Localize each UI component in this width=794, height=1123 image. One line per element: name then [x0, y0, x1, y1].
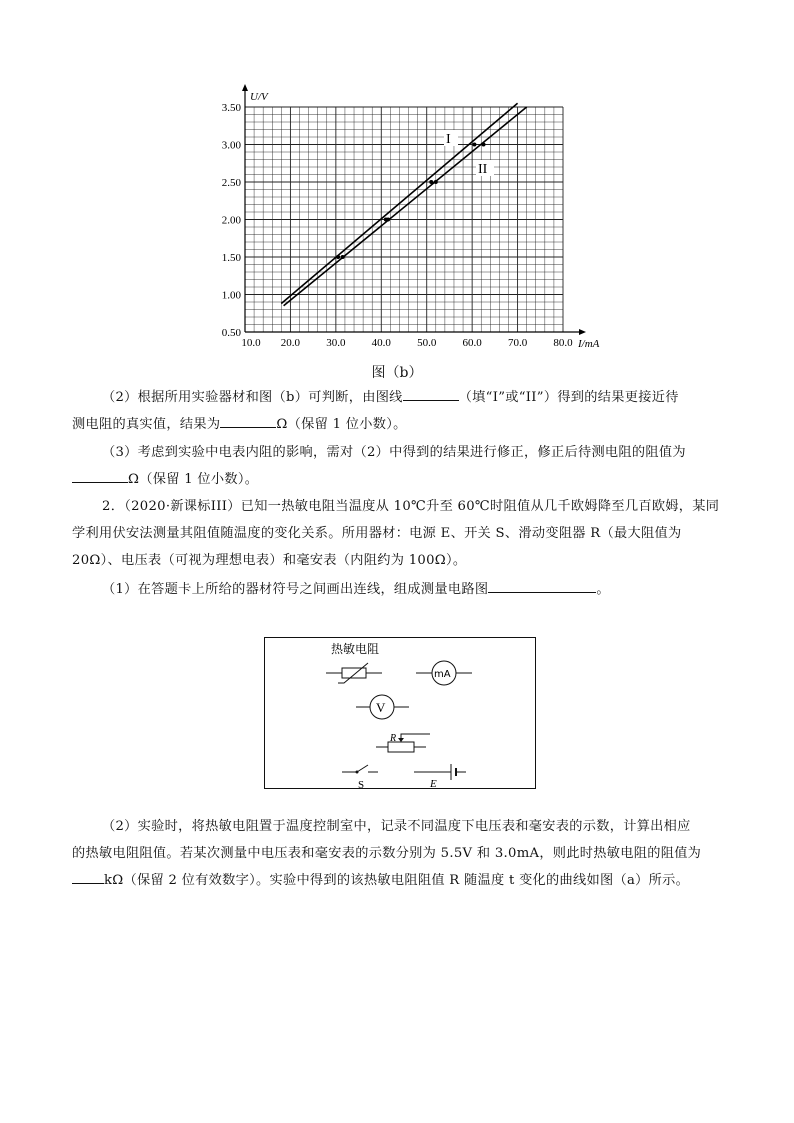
voltmeter-label: V: [376, 700, 386, 715]
x-tick-label: 10.0: [241, 337, 261, 349]
data-point-II: [386, 218, 390, 222]
y-tick-label: 3.50: [221, 102, 241, 114]
x-tick-label: 60.0: [462, 337, 482, 349]
line-label-II: [476, 160, 494, 177]
x-tick-label: 80.0: [553, 337, 573, 349]
x-tick-label: 40.0: [371, 337, 391, 349]
chart-ticks: [222, 102, 573, 349]
x-axis-label: I/mA: [578, 338, 600, 350]
problem2-sub1: [72, 576, 722, 603]
switch-symbol: [342, 765, 378, 789]
rheostat-symbol: [376, 733, 430, 752]
y-axis-arrow: [242, 84, 248, 91]
switch-label: S: [358, 779, 365, 789]
x-tick-label: 30.0: [326, 337, 346, 349]
answer-blank-corrected[interactable]: [72, 468, 128, 483]
answer-blank-result[interactable]: [220, 413, 276, 428]
y-tick-label: 1.50: [221, 252, 241, 264]
sub1-text: （1）在答题卡上所给的器材符号之间画出连线，组成测量电路图: [102, 582, 489, 597]
q3-line1: （3）考虑到实验中电表内阻的影响，需对（2）中得到的结果进行修正，修正后待测电阻的阻值为: [102, 445, 686, 460]
problem2-line2: 学利用伏安法测量其阻值随温度的变化关系。所用器材：电源 E、开关 S、滑动变阻器 R（最大阻值为: [72, 526, 682, 541]
y-axis-label: U/V: [250, 91, 268, 103]
answer-blank-line[interactable]: [403, 386, 459, 401]
answer-blank-circuit[interactable]: [488, 578, 596, 593]
line-label-I-text: I: [446, 132, 451, 147]
milliammeter-label: mA: [434, 669, 451, 680]
thermistor-label: 热敏电阻: [331, 642, 380, 656]
q2-text-c: 测电阻的真实值，结果为: [72, 417, 221, 432]
data-point-II: [482, 143, 486, 147]
q2-text-d: Ω（保留 1 位小数）。: [276, 417, 407, 432]
data-point-I: [472, 143, 476, 147]
sub2-line2: 的热敏电阻阻值。若某次测量中电压表和毫安表的示数分别为 5.5V 和 3.0mA，则此时热敏电阻的阻值为: [72, 846, 702, 861]
q2-line1: [72, 384, 722, 411]
source-label: E: [430, 778, 437, 789]
x-axis-arrow: [579, 329, 586, 335]
x-tick-label: 70.0: [507, 337, 528, 349]
data-point-II: [434, 180, 438, 184]
problem2-line1: 2．（2020·新课标III）已知一热敏电阻当温度从 10℃升至 60℃时阻值从几千欧姆降至几百欧姆，某同: [102, 499, 720, 514]
thermistor-symbol: [326, 641, 382, 683]
line-label-I: [444, 130, 458, 147]
battery-symbol: [414, 764, 466, 789]
q2-text-a: （2）根据所用实验器材和图（b）可判断，由图线: [102, 390, 403, 405]
q3-text-b: Ω（保留 1 位小数）。: [128, 472, 259, 487]
data-point-II: [341, 255, 345, 259]
answer-blank-resistance[interactable]: [72, 869, 104, 884]
y-tick-label: 0.50: [221, 327, 241, 339]
x-tick-label: 50.0: [417, 337, 437, 349]
circuit-symbols: [264, 637, 536, 789]
voltmeter-symbol: [356, 695, 409, 719]
y-tick-label: 2.50: [221, 177, 241, 189]
figure-b: [210, 82, 610, 357]
sub2-text-b: kΩ（保留 2 位有效数字）。实验中得到的该热敏电阻阻值 R 随温度 t 变化的曲线如图（a）所示。: [104, 873, 690, 888]
sub2-line3: [72, 867, 722, 894]
data-point-I: [336, 255, 340, 259]
y-tick-label: 1.00: [221, 289, 241, 302]
figure-b-chart: [210, 82, 610, 357]
problem2-line3: 20Ω）、电压表（可视为理想电表）和毫安表（内阻约为 100Ω）。: [72, 553, 467, 568]
y-tick-label: 3.00: [221, 139, 241, 152]
y-tick-label: 2.00: [221, 214, 241, 227]
q2-line2: [72, 411, 722, 438]
sub1-end: 。: [596, 582, 610, 597]
x-tick-label: 20.0: [280, 337, 301, 349]
q3-line2: [72, 466, 722, 493]
rheostat-label: R: [390, 733, 397, 744]
milliammeter-symbol: [416, 661, 472, 685]
sub2-line1: （2）实验时，将热敏电阻置于温度控制室中，记录不同温度下电压表和毫安表的示数，计算出相应: [102, 819, 691, 834]
q2-text-b: （填“I”或“II”）得到的结果更接近待: [458, 390, 679, 405]
figure-b-caption: 图（b）: [371, 365, 423, 381]
circuit-components-box: [264, 637, 536, 789]
line-label-II-text: II: [478, 162, 488, 177]
